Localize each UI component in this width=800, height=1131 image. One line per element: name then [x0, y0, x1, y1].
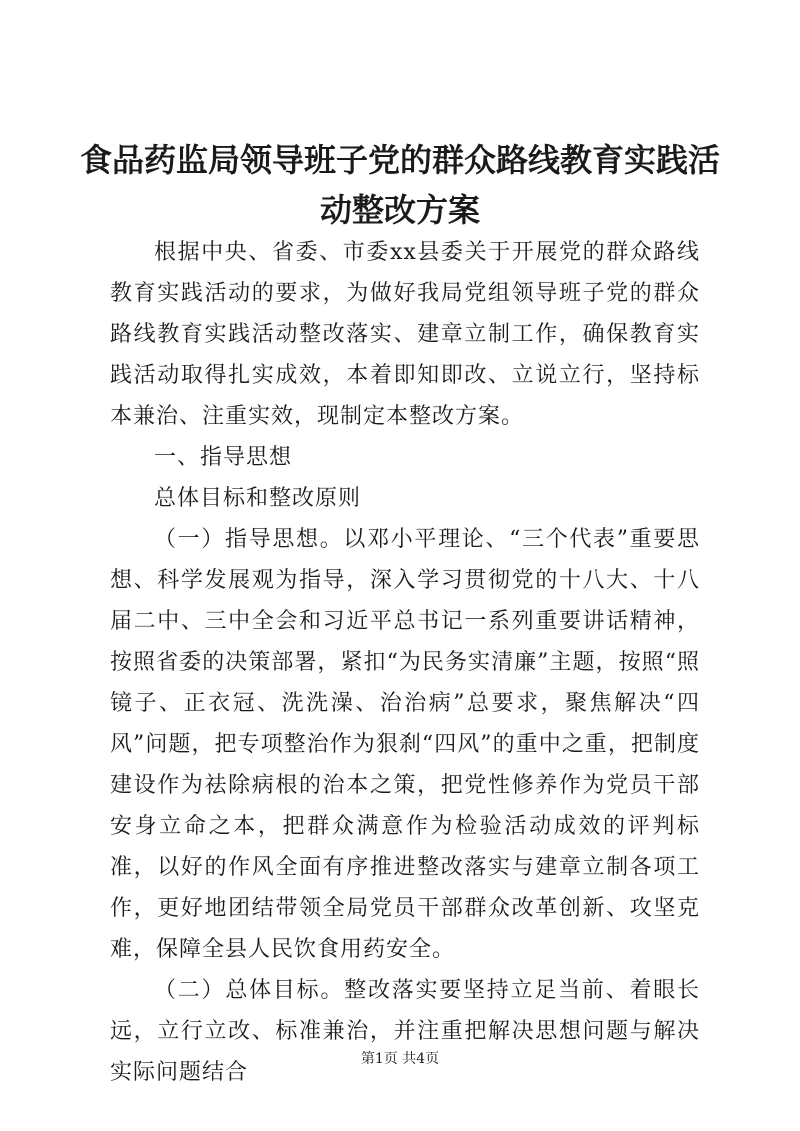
- paragraph-guiding-thought: （一）指导思想。以邓小平理论、“三个代表”重要思想、科学发展观为指导，深入学习贯彻党的十八大、十八届二中、三中全会和习近平总书记一系列重要讲话精神，按照省委的决策部署，紧扣“为民务实清廉”主题，按照“照镜子、正衣冠、洗洗澡、治治病”总要求，聚焦解决“四风”问题，把专项整治作为狠刹“四风”的重中之重，把制度建设作为祛除病根的治本之策，把党性修养作为党员干部安身立命之本，把群众满意作为检验活动成效的评判标准，以好的作风全面有序推进整改落实与建章立制各项工作，更好地团结带领全局党员干部群众改革创新、攻坚克难，保障全县人民饮食用药安全。: [110, 527, 700, 962]
- paragraph-overall-goal: （二）总体目标。整改落实要坚持立足当前、着眼长远，立行立改、标准兼治，并注重把解决思想问题与解决实际问题结合: [110, 978, 700, 1085]
- section-heading-goals-principles: 总体目标和整改原则: [154, 486, 362, 511]
- section-heading-guiding-thought: 一、指导思想: [154, 445, 293, 470]
- document-body: [110, 232, 700, 1093]
- page-number-footer: 第1页 共4页: [360, 1051, 440, 1067]
- paragraph-intro: 根据中央、省委、市委xx县委关于开展党的群众路线教育实践活动的要求，为做好我局党组领导班子党的群众路线教育实践活动整改落实、建章立制工作，确保教育实践活动取得扎实成效，本着即知即改、立说立行，坚持标本兼治、注重实效，现制定本整改方案。: [110, 240, 700, 429]
- document-title: 食品药监局领导班子党的群众路线教育实践活动整改方案: [80, 141, 721, 229]
